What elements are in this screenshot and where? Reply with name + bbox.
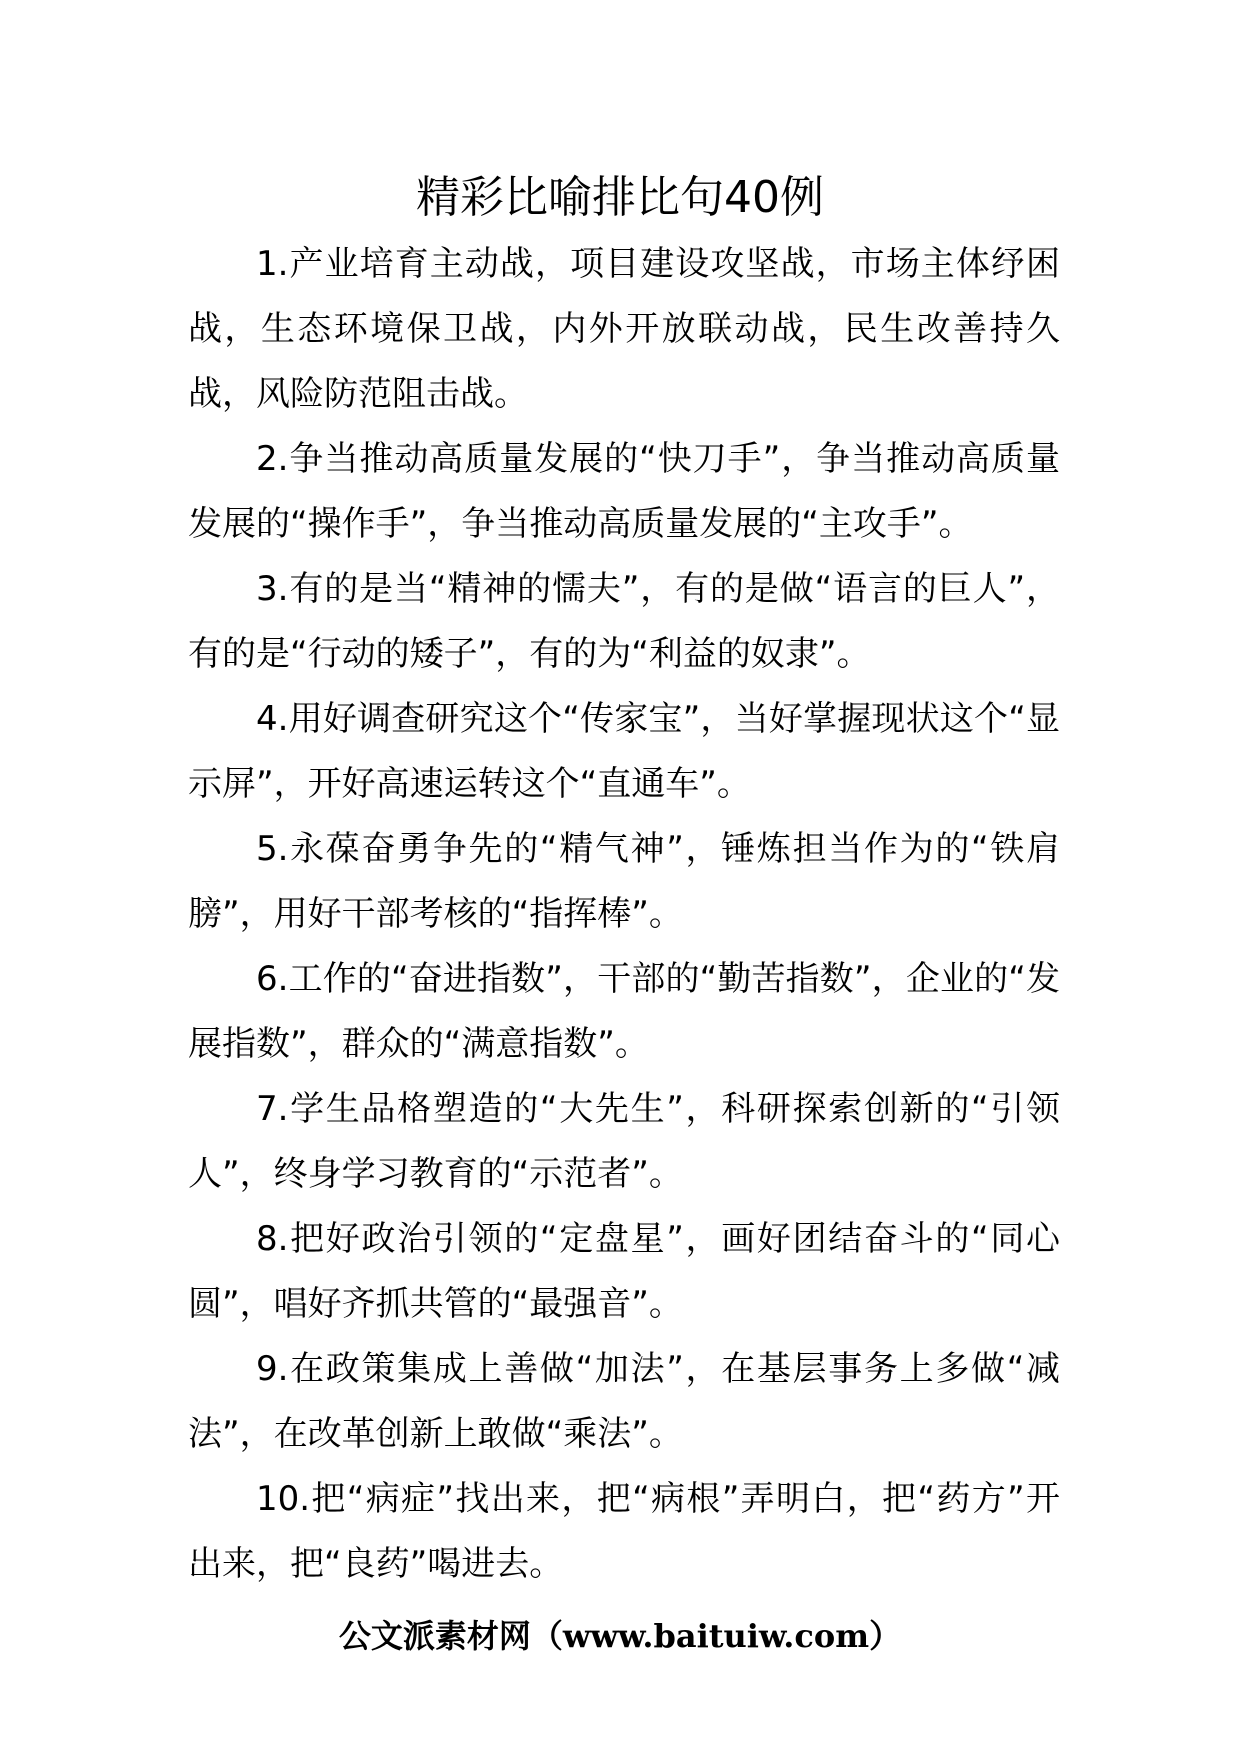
document-body bbox=[188, 232, 1060, 1597]
paragraph-5: 5.永葆奋勇争先的“精气神”，锤炼担当作为的“铁肩膀”，用好干部考核的“指挥棒”。 bbox=[188, 829, 1060, 934]
paragraph-6: 6.工作的“奋进指数”，干部的“勤苦指数”，企业的“发展指数”，群众的“满意指数”。 bbox=[188, 959, 1060, 1064]
paragraph-8: 8.把好政治引领的“定盘星”，画好团结奋斗的“同心圆”，唱好齐抓共管的“最强音”。 bbox=[188, 1219, 1060, 1324]
document-title: 精彩比喻排比句40例 bbox=[416, 172, 824, 223]
footer-source: 公文派素材网（www.baituiw.com） bbox=[338, 1617, 902, 1655]
paragraph-2: 2.争当推动高质量发展的“快刀手”，争当推动高质量发展的“操作手”，争当推动高质量发展的“主攻手”。 bbox=[188, 439, 1060, 544]
paragraph-7: 7.学生品格塑造的“大先生”，科研探索创新的“引领人”，终身学习教育的“示范者”。 bbox=[188, 1089, 1060, 1194]
paragraph-9: 9.在政策集成上善做“加法”，在基层事务上多做“减法”，在改革创新上敢做“乘法”。 bbox=[188, 1349, 1060, 1454]
paragraph-10: 10.把“病症”找出来，把“病根”弄明白，把“药方”开出来，把“良药”喝进去。 bbox=[188, 1479, 1060, 1584]
paragraph-3: 3.有的是当“精神的懦夫”，有的是做“语言的巨人”，有的是“行动的矮子”，有的为“利益的奴隶”。 bbox=[188, 569, 1060, 674]
paragraph-1: 1.产业培育主动战，项目建设攻坚战，市场主体纾困战，生态环境保卫战，内外开放联动战，民生改善持久战，风险防范阻击战。 bbox=[188, 244, 1060, 414]
paragraph-4: 4.用好调查研究这个“传家宝”，当好掌握现状这个“显示屏”，开好高速运转这个“直通车”。 bbox=[188, 699, 1060, 804]
